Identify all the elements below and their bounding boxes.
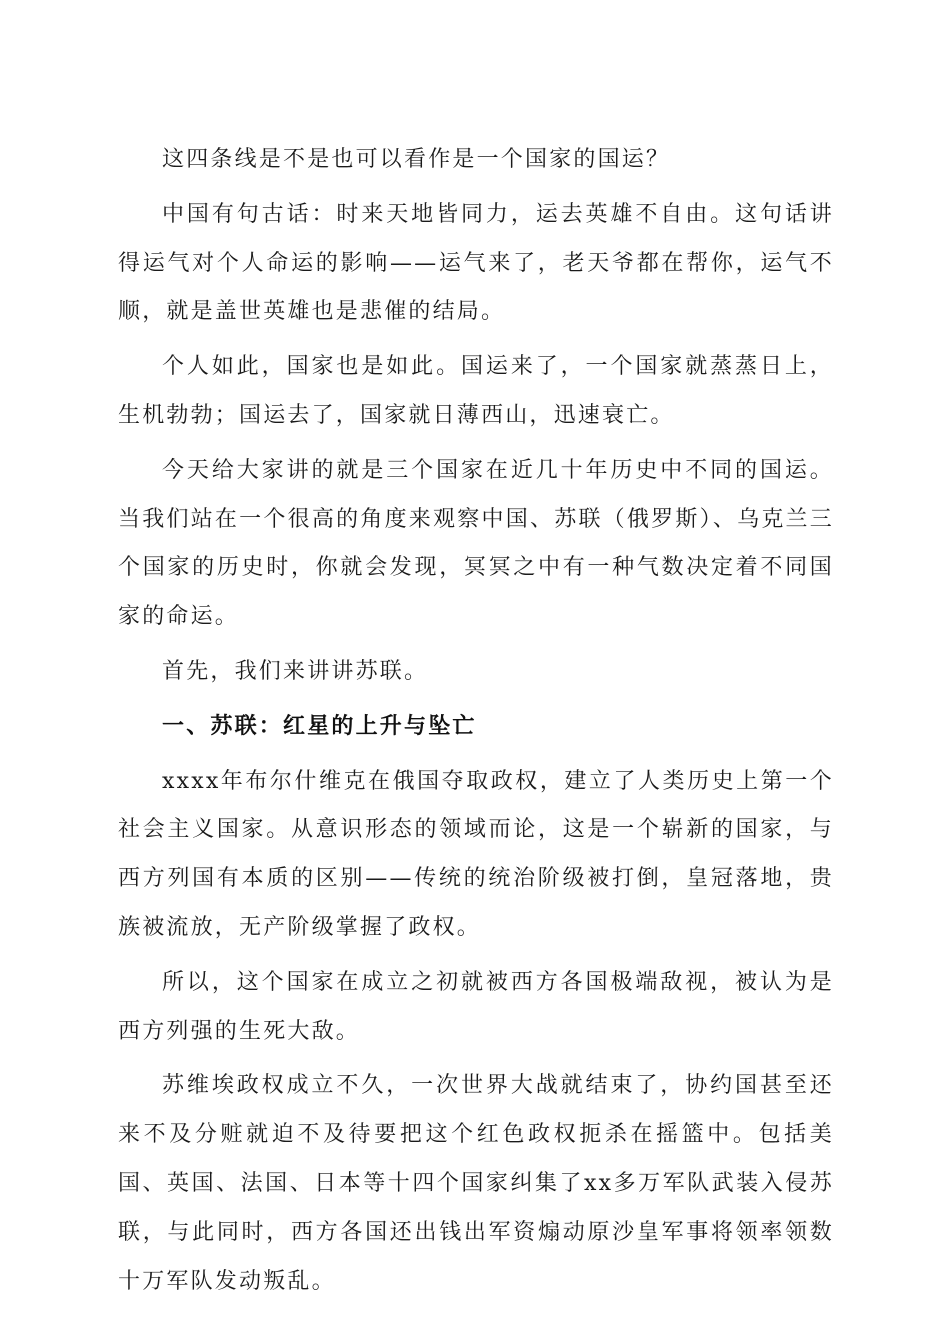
document-body — [118, 136, 834, 1312]
paragraph-bolshevik-power: xxxx年布尔什维克在俄国夺取政权，建立了人类历史上第一个社会主义国家。从意识形态的领域而论，这是一个崭新的国家，与西方列国有本质的区别——传统的统治阶级被打倒，皇冠落地，贵族被流放，无产阶级掌握了政权。 — [118, 768, 834, 940]
paragraph-individual-and-nation: 个人如此，国家也是如此。国运来了，一个国家就蒸蒸日上，生机勃勃；国运去了，国家就日薄西山，迅速衰亡。 — [118, 354, 834, 428]
section-heading-soviet: 一、苏联：红星的上升与坠亡 — [162, 713, 477, 739]
paragraph-ancient-saying: 中国有句古话：时来天地皆同力，运去英雄不自由。这句话讲得运气对个人命运的影响——运气来了，老天爷都在帮你，运气不顺，就是盖世英雄也是悲催的结局。 — [118, 201, 834, 325]
paragraph-national-fortune-question: 这四条线是不是也可以看作是一个国家的国运？ — [162, 147, 671, 172]
paragraph-western-hostility: 所以，这个国家在成立之初就被西方各国极端敌视，被认为是西方列强的生死大敌。 — [118, 969, 834, 1044]
paragraph-first-soviet: 首先，我们来讲讲苏联。 — [162, 658, 429, 684]
paragraph-intervention: 苏维埃政权成立不久，一次世界大战就结束了，协约国甚至还来不及分赃就迫不及待要把这个红色政权扼杀在摇篮中。包括美国、英国、法国、日本等十四个国家纠集了xx多万军队武装入侵苏联，与此同时，西方各国还出钱出军资煽动原沙皇军事将领率领数十万军队发动叛乱。 — [118, 1073, 834, 1294]
paragraph-three-countries-intro: 今天给大家讲的就是三个国家在近几十年历史中不同的国运。当我们站在一个很高的角度来观察中国、苏联（俄罗斯）、乌克兰三个国家的历史时，你就会发现，冥冥之中有一种气数决定着不同国家的命运。 — [118, 457, 834, 630]
